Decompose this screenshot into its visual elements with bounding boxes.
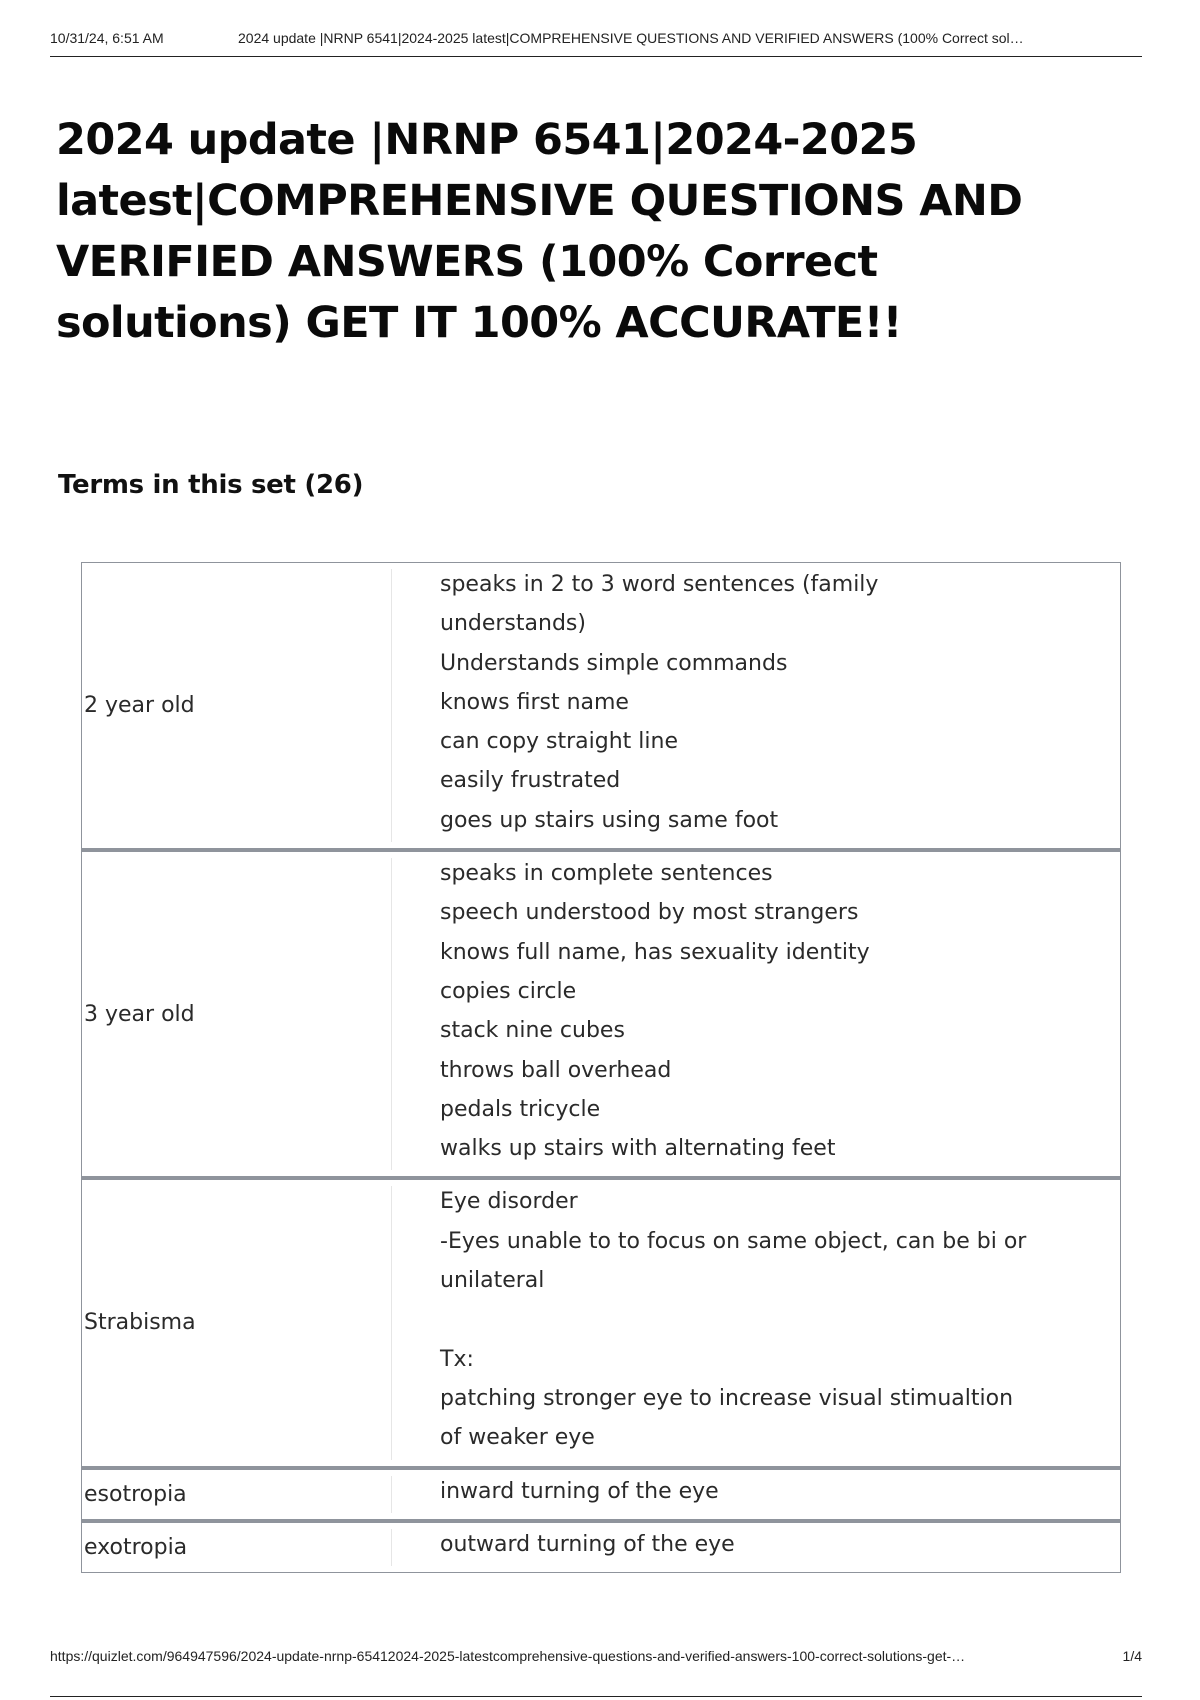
footer-divider: [50, 1696, 1142, 1697]
term-row: [81, 1177, 1121, 1466]
definition-text: speaks in complete sentences speech understood by most strangers knows full name, has sexuality identity copies circle stack nine cubes throws ball overhead pedals tricycle walks up stairs with alternating feet: [440, 861, 870, 1162]
definition-text: speaks in 2 to 3 word sentences (family understands) Understands simple commands knows first name can copy straight line easily frustrated goes up stairs using same foot: [440, 572, 879, 833]
page-url: https://quizlet.com/964947596/2024-update-nrnp-65412024-2025-latestcomprehensive-questions-and-verified-answers-100-correct-solutions-get-…: [50, 1648, 966, 1664]
print-date: 10/31/24, 6:51 AM: [50, 30, 164, 46]
term-row: [81, 1520, 1121, 1573]
definition-text: outward turning of the eye: [440, 1531, 735, 1557]
term-text: Strabisma: [82, 1186, 392, 1459]
term-row: [81, 849, 1121, 1177]
term-text: 3 year old: [82, 858, 392, 1170]
terms-heading: Terms in this set (26): [58, 470, 364, 500]
print-header: [50, 28, 1142, 57]
term-row: [81, 562, 1121, 849]
definition-text: Eye disorder -Eyes unable to to focus on same object, can be bi or unilateral Tx: patching stronger eye to increase visual stimualtion of weaker eye: [440, 1189, 1027, 1451]
term-text: 2 year old: [82, 569, 392, 842]
page-number: 1/4: [1122, 1648, 1142, 1664]
page-title: 2024 update |NRNP 6541|2024-2025 latest|COMPREHENSIVE QUESTIONS AND VERIFIED ANSWERS (100% Correct solutions) GET IT 100% ACCURATE!!: [56, 115, 1023, 348]
term-text: esotropia: [82, 1476, 392, 1513]
term-text: exotropia: [82, 1529, 392, 1566]
term-row: [81, 1467, 1121, 1520]
terms-table: [81, 562, 1121, 1573]
print-header-title: 2024 update |NRNP 6541|2024-2025 latest|COMPREHENSIVE QUESTIONS AND VERIFIED ANSWERS (100% Correct sol…: [238, 30, 1024, 46]
definition-text: inward turning of the eye: [440, 1478, 719, 1504]
